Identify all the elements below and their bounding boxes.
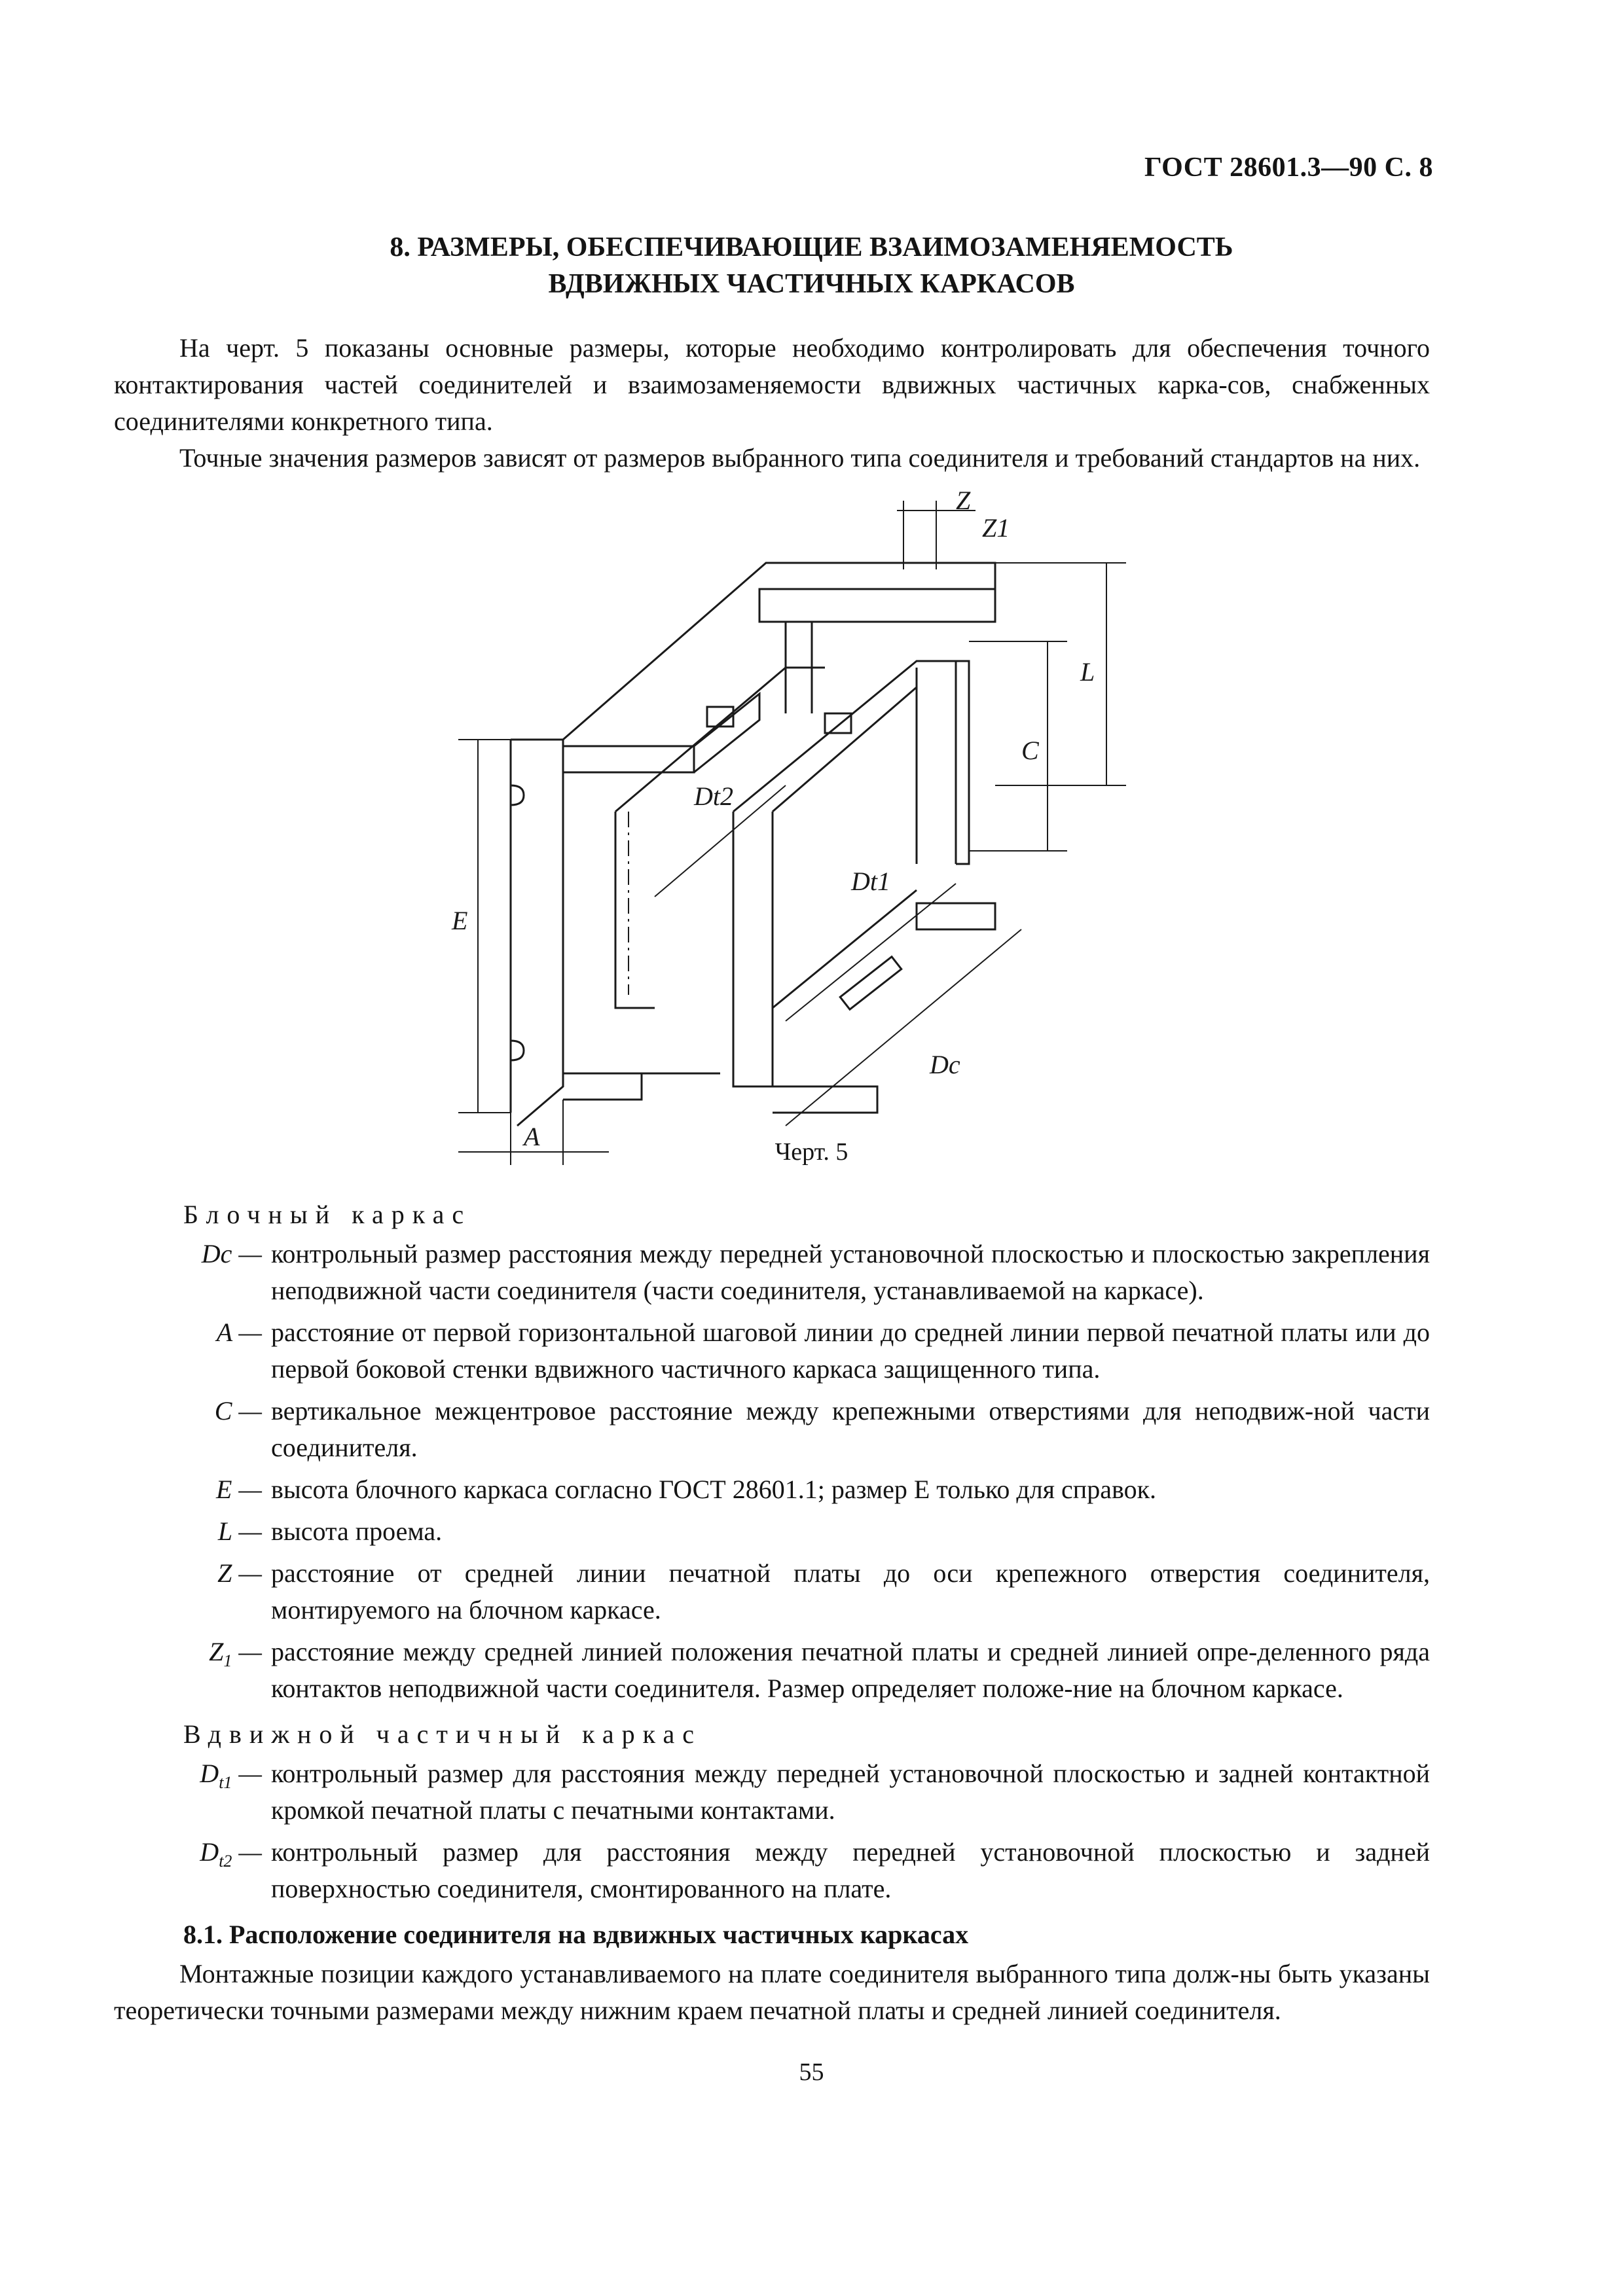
definition-item [183,1555,1430,1628]
sliding-frame-title: Вдвижной частичный каркас [183,1719,702,1749]
block-frame-title: Блочный каркас [183,1200,472,1229]
label-dt2: Dt2 [694,781,733,811]
label-l: L [1080,657,1095,687]
subsection-text [114,1956,1430,2029]
definition-item [183,1834,1430,1907]
board-2 [733,812,773,1086]
definitions [183,1196,1430,1912]
label-z: Z [956,486,971,515]
subsection-title: 8.1. Расположение соединителя на вдвижных частичных каркасах [183,1920,969,1949]
definition-symbol: $Z_1$ — [209,1637,262,1670]
sliding-frame-list [183,1755,1430,1907]
block-frame-list [183,1236,1430,1707]
bottom-rail-front [563,1073,642,1100]
definition-symbol: $D_{t1}$ — [200,1759,262,1792]
definition-item [183,1513,1430,1550]
definition-text: расстояние от средней линии печатной платы до оси крепежного отверстия соединителя, монтируемого на блочном каркасе. [271,1558,1430,1624]
label-e: E [452,906,468,935]
intro-paragraph-2: Точные значения размеров зависят от размеров выбранного типа соединителя и требований стандартов на них. [179,443,1421,473]
subsection-paragraph: Монтажные позиции каждого устанавливаемого на плате соединителя выбранного типа долж-ны быть указаны теоретически точными размерами между нижним краем печатной платы и средней линией соединителя. [114,1959,1430,2025]
definition-text: контрольный размер для расстояния между передней установочной плоскостью и задней поверхностью соединителя, смонтированного на плате. [271,1837,1430,1903]
intro-text [114,330,1430,476]
rear-connector [956,661,969,864]
definition-item [183,1393,1430,1466]
label-c: C [1021,736,1039,765]
dimension-dt1 [786,884,956,1021]
definition-symbol: $D_{t2}$ — [200,1837,262,1871]
definition-item [183,1314,1430,1388]
definition-symbol: L — [217,1516,262,1546]
definition-text: вертикальное межцентровое расстояние между крепежными отверстиями для неподвиж-ной части соединителя. [271,1396,1430,1462]
section-title [0,229,1623,302]
label-a: A [524,1122,540,1151]
subrack-drawing [419,486,1165,1151]
label-dc: Dc [930,1050,960,1079]
bottom-rail-back [917,903,995,929]
definition-item [183,1236,1430,1309]
definition-item [183,1755,1430,1829]
definition-symbol: Z — [217,1558,262,1588]
bottom-rail-mid [773,1086,877,1113]
definition-symbol: Dc — [201,1239,262,1268]
board-1 [615,812,655,1008]
definition-symbol: E — [215,1475,262,1504]
label-dt1: Dt1 [851,867,890,896]
label-z1: Z1 [982,513,1010,543]
figure-caption: Черт. 5 [775,1138,848,1166]
section-title-line2: ВДВИЖНЫХ ЧАСТИЧНЫХ КАРКАСОВ [548,269,1075,299]
definition-text: контрольный размер расстояния между передней установочной плоскостью и плоскостью закрепления неподвижной части соединителя (части соединителя, устанавливаемой на каркасе). [271,1239,1430,1305]
connector-strip [840,957,902,1009]
dimension-dc [786,929,1021,1126]
section-title-line1: 8. РАЗМЕРЫ, ОБЕСПЕЧИВАЮЩИЕ ВЗАИМОЗАМЕНЯЕМОСТЬ [390,232,1233,262]
document-header: ГОСТ 28601.3—90 С. 8 [1144,152,1433,183]
definition-text: расстояние между средней линией положения печатной платы и средней линией опре-деленного ряда контактов неподвижной части соединителя. Размер определяет положе-ние на блочном каркасе. [271,1637,1430,1703]
definition-symbol: C — [214,1396,262,1426]
top-rail-front [563,746,694,772]
definition-symbol: A — [216,1318,262,1347]
front-panel-outline [511,740,563,1126]
definition-text: контрольный размер для расстояния между передней установочной плоскостью и задней контактной кромкой печатной платы с печатными контактами. [271,1759,1430,1825]
connector-block-2 [825,713,851,733]
definition-item [183,1471,1430,1508]
technical-drawing [419,486,1165,1151]
definition-text: расстояние от первой горизонтальной шаговой линии до средней линии первой печатной платы или до первой боковой стенки вдвижного частичного каркаса защищенного типа. [271,1318,1430,1384]
definition-item [183,1634,1430,1707]
definition-text: высота проема. [271,1516,443,1546]
intro-paragraph-1: На черт. 5 показаны основные размеры, которые необходимо контролировать для обеспечения точного контактирования частей соединителей и взаимозаменяемости вдвижных частичных карка-сов, снабженных соединителями конкретного типа. [114,333,1430,436]
page-number: 55 [799,2058,824,2086]
top-rail-back [759,589,995,622]
definition-text: высота блочного каркаса согласно ГОСТ 28601.1; размер E только для справок. [271,1475,1157,1504]
